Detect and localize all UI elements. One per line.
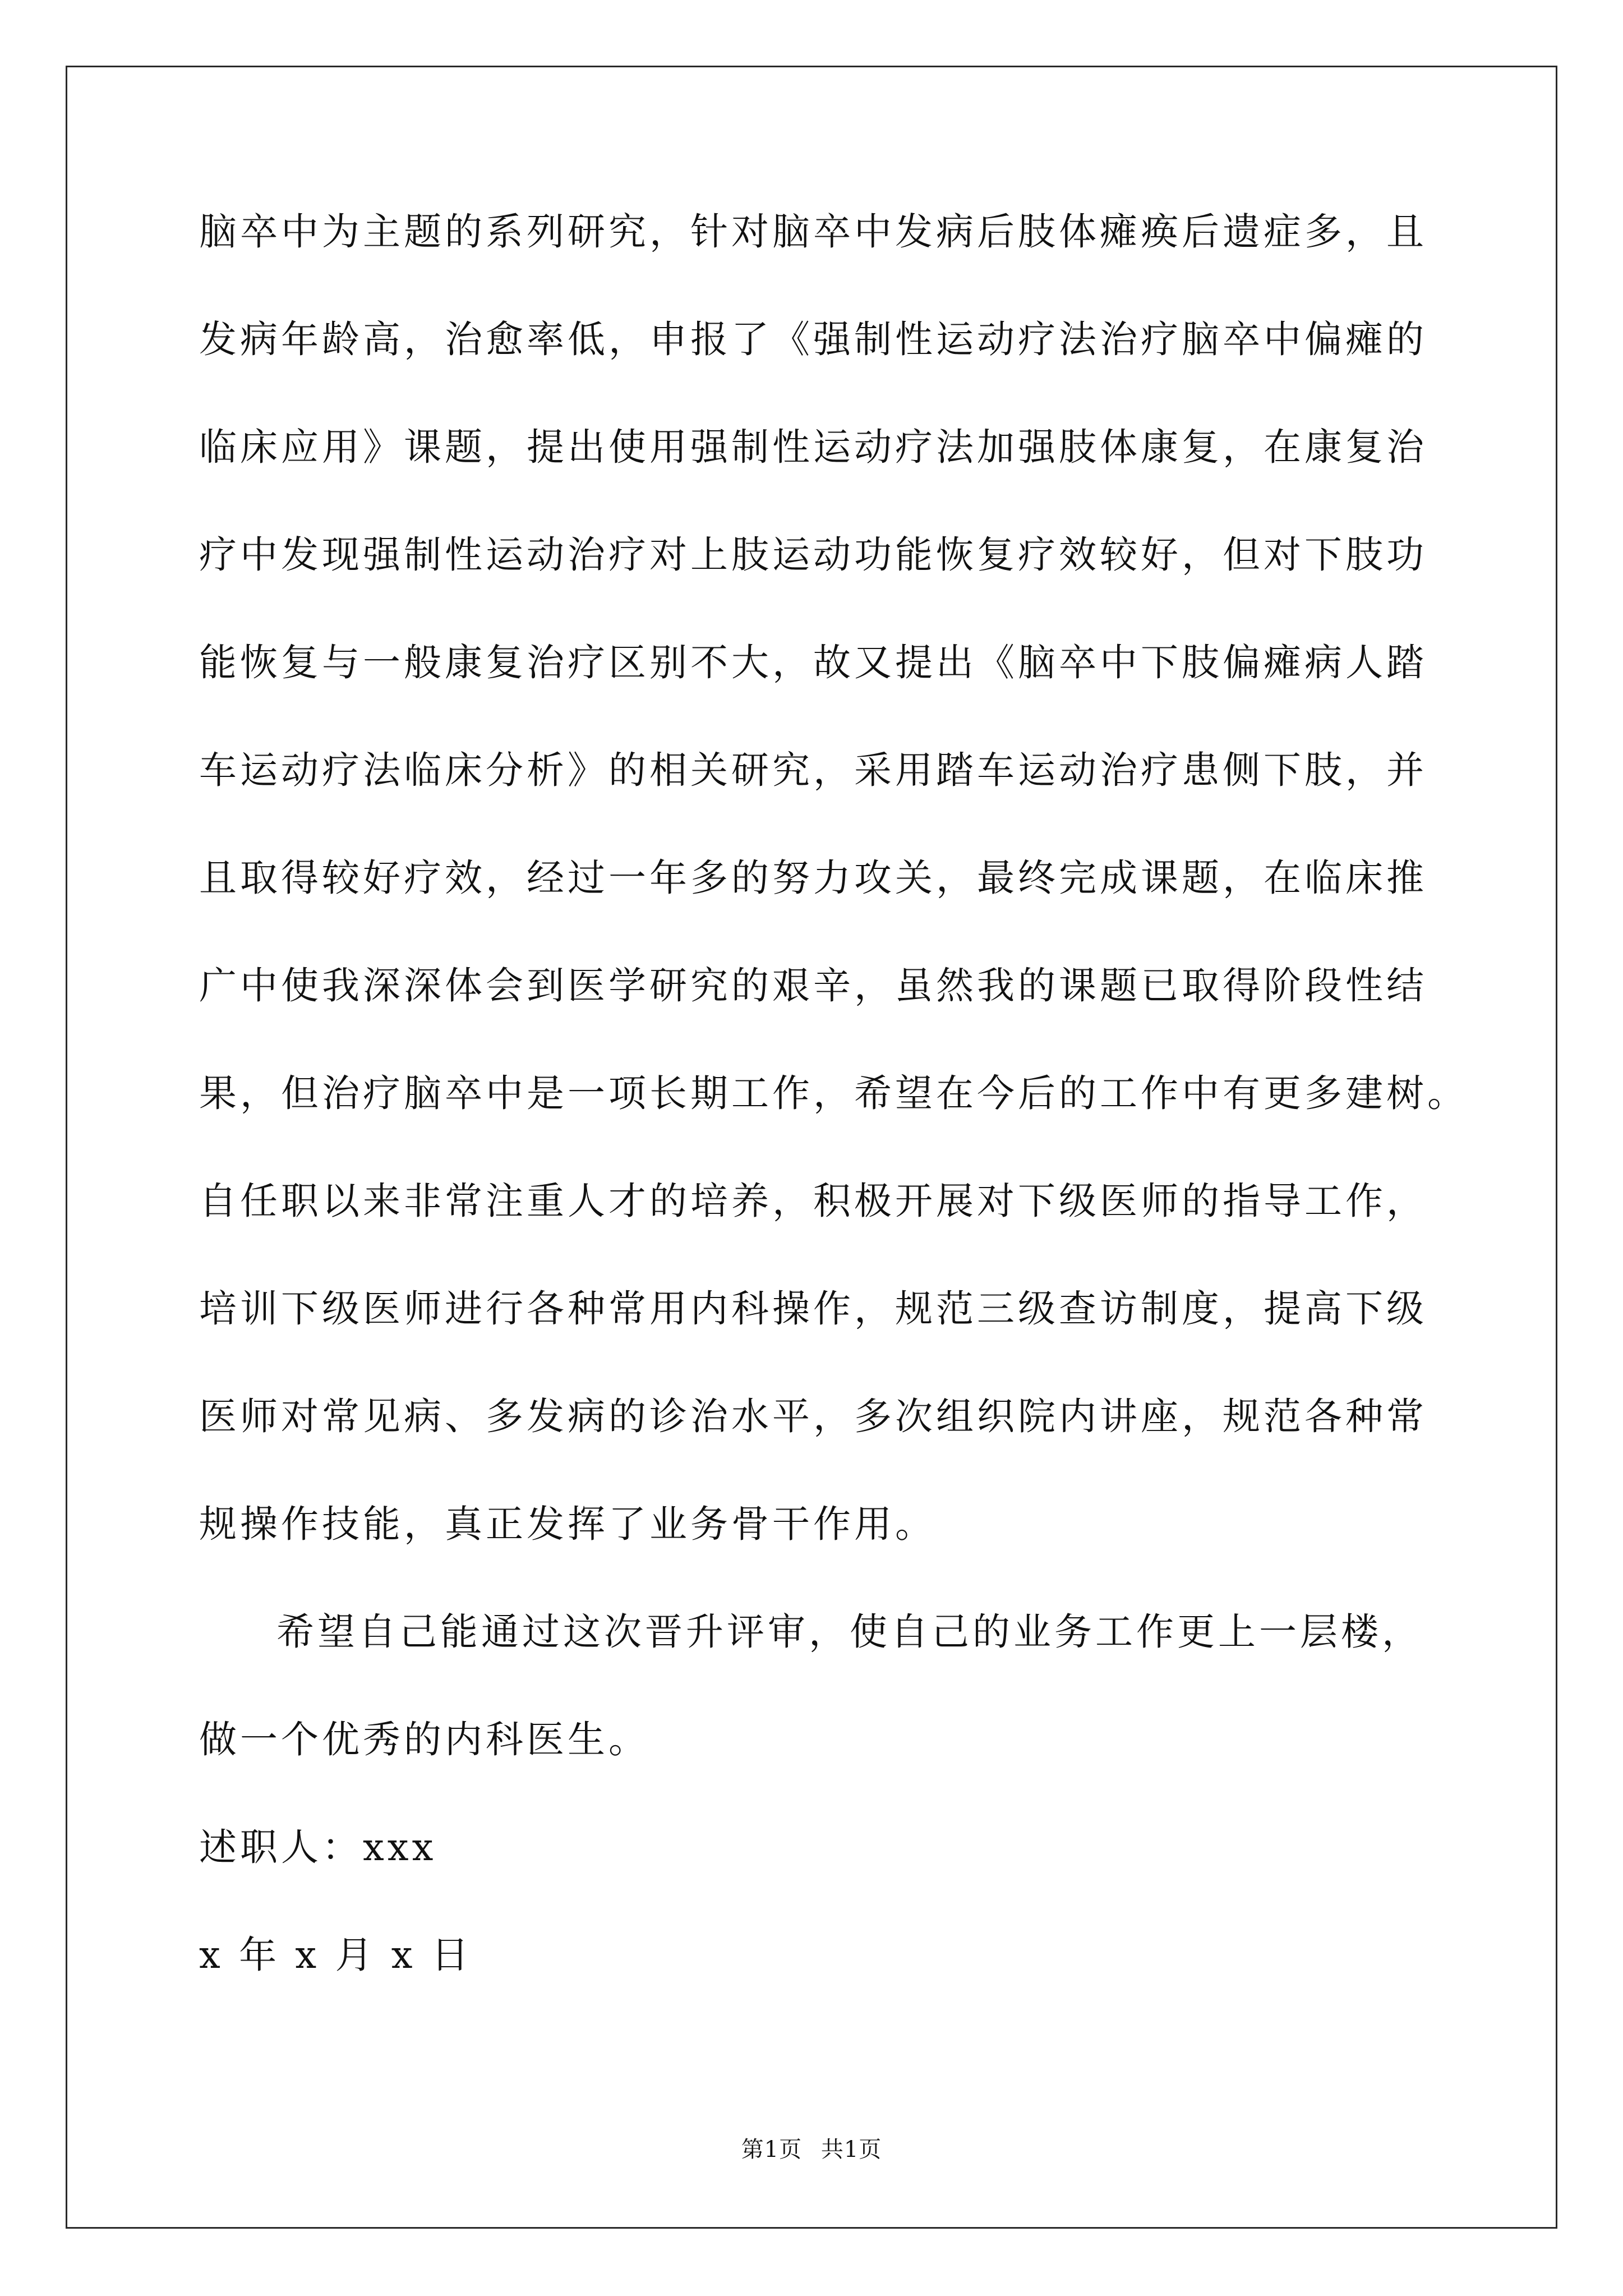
text-line: 医师对常见病、多发病的诊治水平，多次组织院内讲座，规范各种常 — [199, 1395, 1427, 1438]
date-line: x 年 x 月 x 日 — [199, 1933, 472, 1977]
text-line: 希望自己能通过这次晋升评审，使自己的业务工作更上一层楼， — [276, 1610, 1423, 1654]
text-line: 培训下级医师进行各种常用内科操作，规范三级查访制度，提高下级 — [199, 1287, 1427, 1331]
page-border — [66, 66, 1557, 2229]
page-total: 共1页 — [820, 2137, 882, 2162]
text-line: 且取得较好疗效，经过一年多的努力攻关，最终完成课题，在临床推 — [199, 856, 1427, 900]
page-number: 第1页 — [741, 2137, 803, 2162]
text-line: 脑卒中为主题的系列研究，针对脑卒中发病后肢体瘫痪后遗症多，且 — [199, 210, 1427, 254]
text-line: 广中使我深深体会到医学研究的艰辛，虽然我的课题已取得阶段性结 — [199, 964, 1427, 1007]
text-line: 车运动疗法临床分析》的相关研究，采用踏车运动治疗患侧下肢，并 — [199, 748, 1427, 792]
text-line: 规操作技能，真正发挥了业务骨干作用。 — [199, 1502, 936, 1546]
text-line: 做一个优秀的内科医生。 — [199, 1718, 649, 1761]
text-line: 能恢复与一般康复治疗区别不大，故又提出《脑卒中下肢偏瘫病人踏 — [199, 641, 1427, 684]
text-line: 发病年龄高，治愈率低，申报了《强制性运动疗法治疗脑卒中偏瘫的 — [199, 318, 1427, 361]
text-line: 自任职以来非常注重人才的培养，积极开展对下级医师的指导工作， — [199, 1179, 1427, 1223]
signature-line: 述职人：xxx — [199, 1825, 437, 1869]
text-line: 疗中发现强制性运动治疗对上肢运动功能恢复疗效较好，但对下肢功 — [199, 533, 1427, 577]
text-line: 果，但治疗脑卒中是一项长期工作，希望在今后的工作中有更多建树。 — [199, 1071, 1468, 1115]
text-line: 临床应用》课题，提出使用强制性运动疗法加强肢体康复，在康复治 — [199, 425, 1427, 469]
page-footer — [0, 2132, 1623, 2164]
